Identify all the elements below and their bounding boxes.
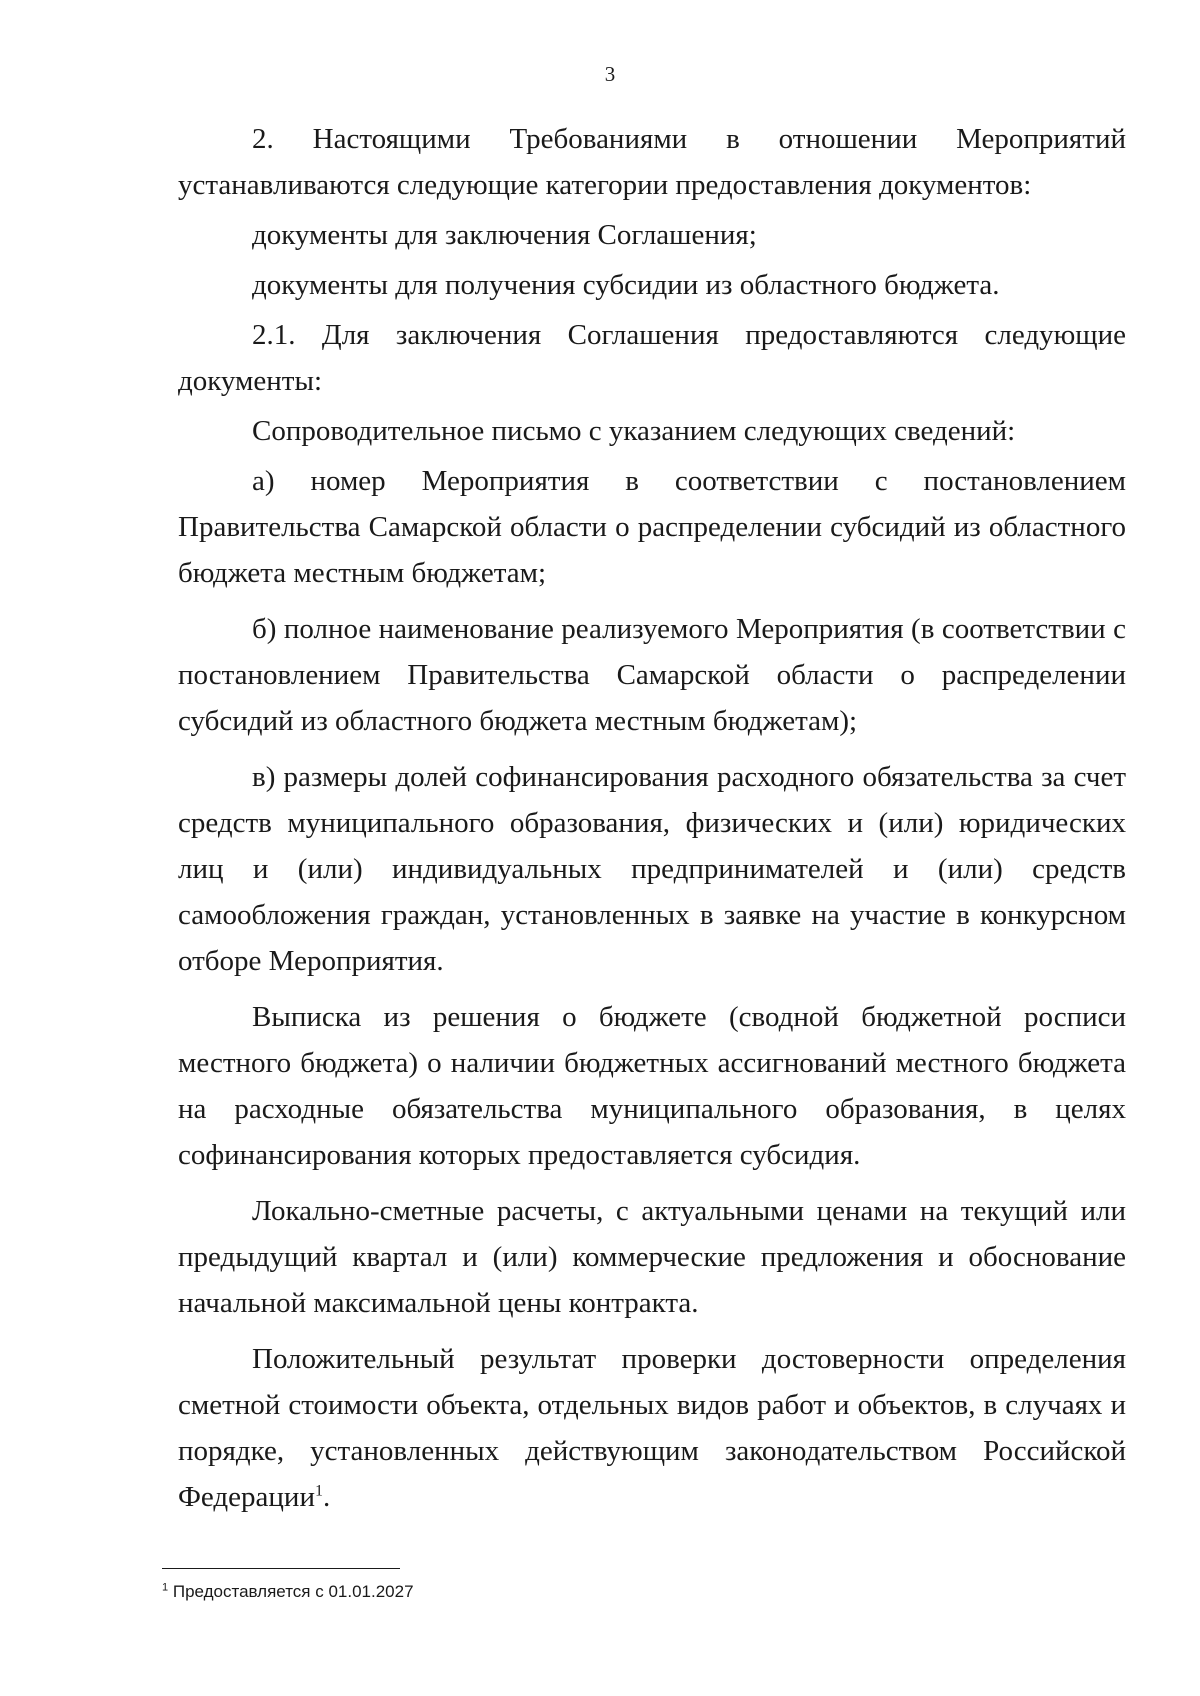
paragraph-2-1: 2.1. Для заключения Соглашения предоставляются следующие документы: bbox=[178, 319, 1126, 397]
footnote-marker: 1 bbox=[162, 1581, 169, 1594]
paragraph-budget-extract: Выписка из решения о бюджете (сводной бюджетной росписи местного бюджета) о наличии бюджетных ассигнований местного бюджета на расходные обязательства муниципального образования, в целях софинансирования которых предоставляется субсидия. bbox=[178, 1001, 1126, 1171]
footnote bbox=[162, 1582, 414, 1602]
paragraph-doc-subsidy: документы для получения субсидии из областного бюджета. bbox=[252, 269, 1000, 301]
paragraph-item-b: б) полное наименование реализуемого Мероприятия (в соответствии с постановлением Правительства Самарской области о распределении субсидий из областного бюджета местным бюджетам); bbox=[178, 613, 1126, 737]
paragraph-doc-agreement: документы для заключения Соглашения; bbox=[252, 219, 757, 251]
paragraph-verification-text: Положительный результат проверки достоверности определения сметной стоимости объекта, отдельных видов работ и объектов, в случаях и порядке, установленных действующим законодательством Российской Федерации bbox=[178, 1343, 1126, 1513]
paragraph-2: 2. Настоящими Требованиями в отношении Мероприятий устанавливаются следующие категории предоставления документов: bbox=[178, 123, 1126, 201]
paragraph-verification bbox=[178, 1336, 1126, 1520]
footnote-separator bbox=[162, 1568, 400, 1569]
paragraph-final-period: . bbox=[322, 1481, 331, 1513]
paragraph-item-v: в) размеры долей софинансирования расходного обязательства за счет средств муниципального образования, физических и (или) юридических лиц и (или) индивидуальных предпринимателей и (или) средств самообложения граждан, установленных в заявке на участие в конкурсном отборе Мероприятия. bbox=[178, 761, 1126, 977]
paragraph-estimates: Локально-сметные расчеты, с актуальными ценами на текущий или предыдущий квартал и (или) коммерческие предложения и обоснование начальной максимальной цены контракта. bbox=[178, 1195, 1126, 1319]
paragraph-cover-letter: Сопроводительное письмо с указанием следующих сведений: bbox=[252, 415, 1016, 447]
document-body bbox=[178, 116, 1126, 1524]
footnote-reference: 1 bbox=[314, 1482, 323, 1500]
page-number: 3 bbox=[604, 62, 616, 86]
footnote-text: Предоставляется с 01.01.2027 bbox=[172, 1582, 414, 1601]
paragraph-item-a: а) номер Мероприятия в соответствии с постановлением Правительства Самарской области о распределении субсидий из областного бюджета местным бюджетам; bbox=[178, 465, 1126, 589]
